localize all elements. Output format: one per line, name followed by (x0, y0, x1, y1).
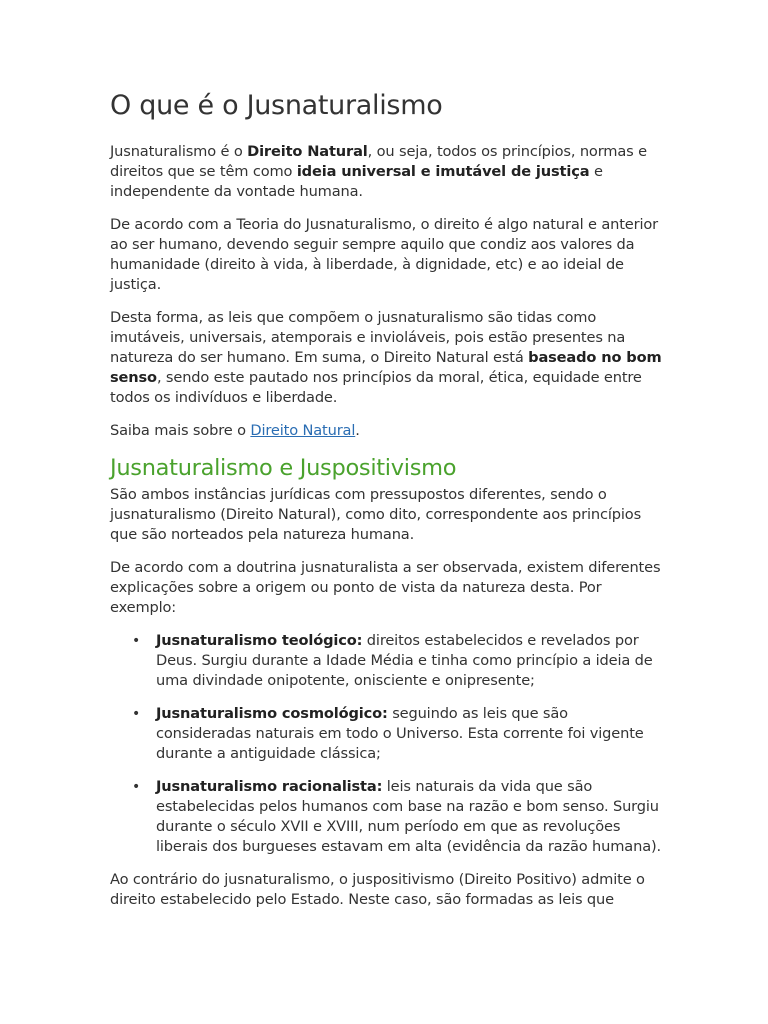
intro-paragraph-2: De acordo com a Teoria do Jusnaturalismo, o direito é algo natural e anterior ao ser humano, devendo seguir sempre aquilo que condiz aos valores da humanidade (direito à vida, à liberdade, à dignidade, etc) e ao ideial de justiça. (110, 216, 658, 293)
list-item (132, 777, 662, 857)
bold-term-ideia-universal: ideia universal e imutável de justiça (296, 163, 590, 180)
list-item-text: seguindo as leis que são consideradas naturais em todo o Universo. Esta corrente foi vigente durante a antiguidade clássica; (156, 705, 644, 762)
intro-text: Desta forma, as leis que compõem o jusnaturalismo são tidas como imutáveis, universais, atemporais e invioláveis, pois estão presentes na natureza do ser humano. Em suma, o Direito Natural está (110, 309, 626, 366)
intro-text: e independente da vontade humana. (110, 163, 603, 200)
section-paragraph-2: De acordo com a doutrina jusnaturalista a ser observada, existem diferentes explicações sobre a origem ou ponto de vista da natureza desta. Por exemplo: (110, 559, 661, 616)
bold-term-direito-natural: Direito Natural (247, 143, 368, 160)
intro-text: . (355, 422, 360, 439)
list-item-term: Jusnaturalismo racionalista: (156, 778, 383, 795)
closing-paragraph: Ao contrário do jusnaturalismo, o juspositivismo (Direito Positivo) admite o direito estabelecido pelo Estado. Neste caso, são formadas as leis que (110, 871, 645, 908)
direito-natural-link[interactable]: Direito Natural (250, 422, 356, 439)
list-item (132, 631, 662, 691)
page-title: O que é o Jusnaturalismo (110, 90, 443, 121)
list-item-term: Jusnaturalismo teológico: (156, 632, 363, 649)
intro-paragraph-1 (110, 142, 662, 202)
section-heading: Jusnaturalismo e Juspositivismo (110, 455, 457, 481)
list-item-text: direitos estabelecidos e revelados por Deus. Surgiu durante a Idade Média e tinha como princípio a ideia de uma divindade onipotente, onisciente e onipresente; (156, 632, 653, 689)
bold-term-bom-senso: baseado no bom senso (110, 349, 662, 386)
bullet-icon: • (132, 706, 141, 722)
section-paragraph-1: São ambos instâncias jurídicas com pressupostos diferentes, sendo o jusnaturalismo (Direito Natural), como dito, correspondente aos princípios que são norteados pela natureza humana. (110, 486, 642, 543)
intro-text: Jusnaturalismo é o (110, 143, 248, 160)
list-item-term: Jusnaturalismo cosmológico: (156, 705, 388, 722)
intro-text: , ou seja, todos os princípios, normas e direitos que se têm como (110, 143, 647, 180)
intro-paragraph-4 (110, 421, 662, 441)
intro-paragraph-3 (110, 308, 662, 408)
list-item-text: leis naturais da vida que são estabelecidas pelos humanos com base na razão e bom senso. Surgiu durante o século XVII e XVIII, num período em que as revoluções liberais dos burgueses estavam em alta (evidência da razão humana). (156, 778, 662, 855)
article (110, 86, 662, 923)
doctrine-list (110, 631, 662, 857)
bullet-icon: • (132, 633, 141, 649)
bullet-icon: • (132, 779, 141, 795)
intro-text: Saiba mais sobre o (110, 422, 251, 439)
intro-text: , sendo este pautado nos princípios da moral, ética, equidade entre todos os indivíduos e liberdade. (110, 369, 642, 406)
list-item (132, 704, 662, 764)
